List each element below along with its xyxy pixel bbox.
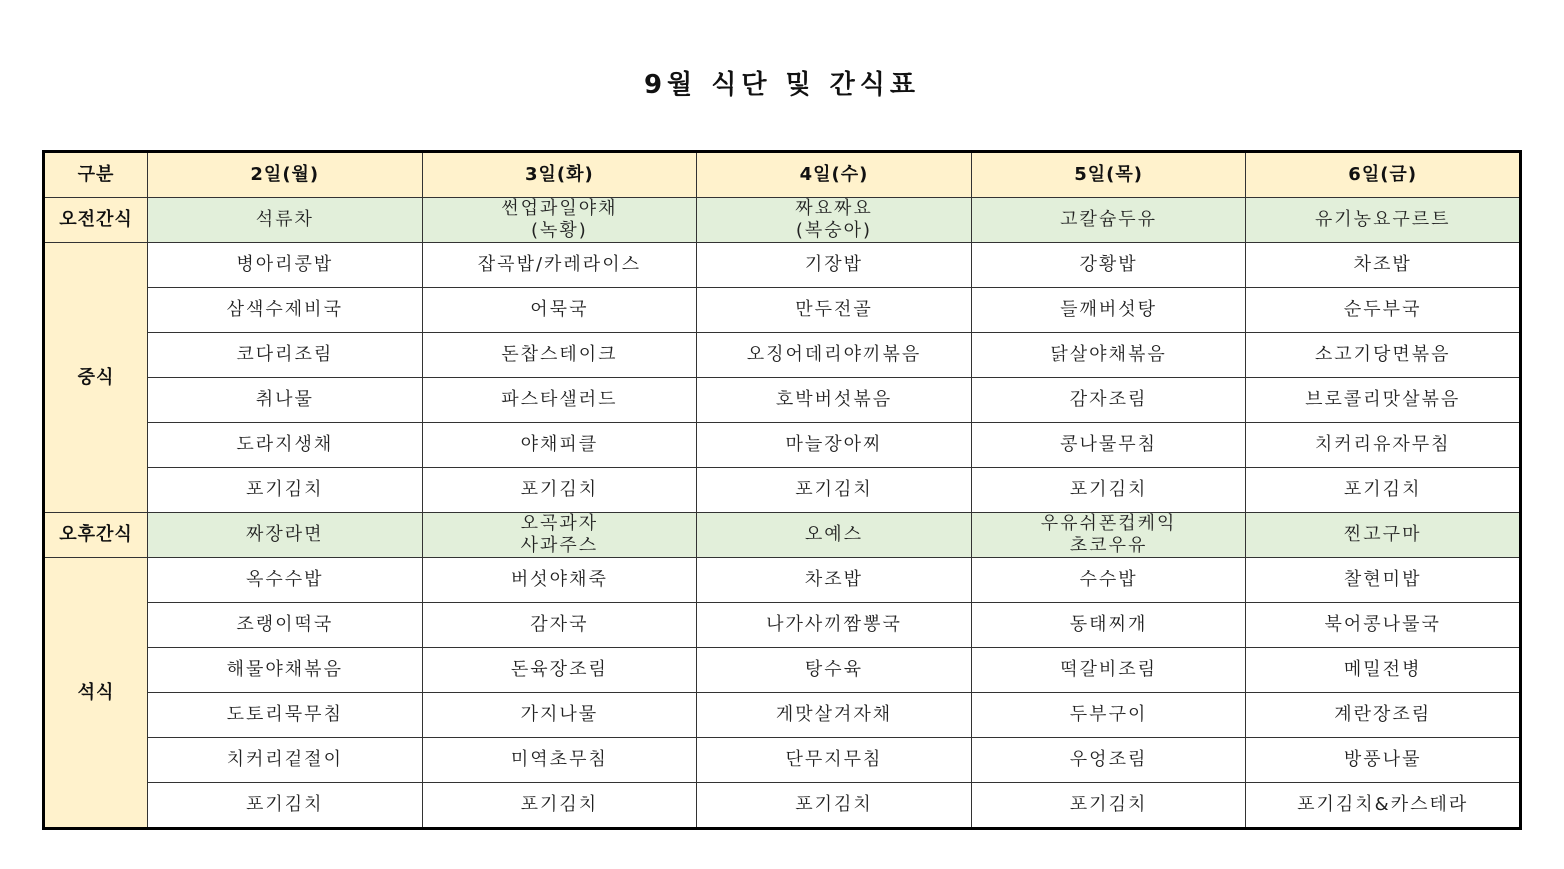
menu-cell (697, 243, 972, 288)
menu-cell (148, 693, 423, 738)
lunch-row (44, 423, 1521, 468)
menu-cell (148, 603, 423, 648)
menu-cell (148, 378, 423, 423)
menu-cell (971, 288, 1246, 333)
cell-text: 포기김치 (520, 479, 599, 500)
cell-text: 치커리유자무침 (1314, 434, 1451, 455)
header-day: 6일(금) (1246, 152, 1521, 198)
cell-text: 오전간식 (59, 209, 133, 230)
cell-text: (복숭아) (795, 220, 873, 241)
menu-cell (148, 513, 423, 558)
cell-text: 돈육장조림 (510, 659, 608, 680)
cell-text: 수수밥 (1079, 569, 1138, 590)
menu-cell (697, 423, 972, 468)
menu-cell (697, 378, 972, 423)
menu-cell (697, 558, 972, 603)
menu-cell (422, 288, 697, 333)
cell-text: 치커리겉절이 (226, 749, 343, 770)
header-day: 4일(수) (697, 152, 972, 198)
menu-table (42, 150, 1522, 830)
menu-cell (148, 333, 423, 378)
menu-cell (1246, 243, 1521, 288)
menu-cell (422, 783, 697, 829)
cell-text: 차조밥 (804, 569, 864, 590)
menu-cell (971, 468, 1246, 513)
cell-text: 도라지생채 (236, 434, 334, 455)
menu-cell (1246, 378, 1521, 423)
cell-text: 중식 (77, 366, 115, 388)
cell-text: 닭살야채볶음 (1050, 344, 1167, 365)
dinner-row (44, 648, 1521, 693)
cell-text: 포기김치 (795, 794, 873, 815)
cell-text: 호박버섯볶음 (775, 389, 893, 410)
cell-text: 오예스 (804, 524, 864, 545)
menu-cell (148, 738, 423, 783)
menu-cell (422, 693, 697, 738)
cell-text: 동태찌개 (1069, 614, 1148, 635)
cell-text: 강황밥 (1079, 254, 1138, 275)
cell-text: 소고기당면볶음 (1314, 344, 1451, 365)
menu-cell (971, 558, 1246, 603)
menu-cell (148, 243, 423, 288)
menu-cell (971, 603, 1246, 648)
cell-text: 감자조림 (1069, 389, 1148, 410)
cell-text: 유기농요구르트 (1314, 209, 1451, 230)
cell-text: 취나물 (255, 389, 314, 410)
category-label (44, 558, 148, 829)
menu-cell (697, 198, 972, 243)
cell-text: 삼색수제비국 (226, 299, 343, 320)
cell-text: 콩나물무침 (1060, 434, 1158, 455)
cell-text: 포기김치 (1343, 479, 1422, 500)
cell-text: 오곡과자 (520, 513, 599, 534)
cell-text: 해물야채볶음 (226, 659, 343, 680)
menu-cell (422, 468, 697, 513)
menu-cell (1246, 648, 1521, 693)
menu-cell (422, 198, 697, 243)
cell-text: 포기김치 (1069, 479, 1148, 500)
cell-text: 브로콜리맛살볶음 (1305, 389, 1461, 410)
menu-cell (971, 378, 1246, 423)
dinner-row (44, 693, 1521, 738)
menu-cell (971, 198, 1246, 243)
cell-text: 짜요짜요 (795, 198, 873, 219)
menu-cell (1246, 603, 1521, 648)
cell-text: 찰현미밥 (1343, 569, 1422, 590)
cell-text: 코다리조림 (236, 344, 334, 365)
lunch-row (44, 288, 1521, 333)
cell-text: (녹황) (530, 220, 588, 241)
cell-text: 오징어데리야끼볶음 (746, 344, 922, 365)
lunch-row (44, 468, 1521, 513)
menu-cell (971, 423, 1246, 468)
category-label (44, 198, 148, 243)
menu-cell (697, 513, 972, 558)
cell-text: 포기김치 (520, 794, 599, 815)
cell-text: 두부구이 (1069, 704, 1148, 725)
cell-text: 포기김치&카스테라 (1297, 794, 1469, 815)
menu-cell (697, 738, 972, 783)
cell-text: 게맛살겨자채 (775, 704, 893, 725)
menu-cell (1246, 198, 1521, 243)
menu-cell (422, 378, 697, 423)
lunch-row (44, 243, 1521, 288)
menu-cell (422, 738, 697, 783)
cell-text: 잡곡밥/카레라이스 (477, 254, 641, 275)
menu-cell (697, 603, 972, 648)
menu-cell (697, 783, 972, 829)
cell-text: 포기김치 (246, 794, 324, 815)
header-day: 5일(목) (971, 152, 1246, 198)
menu-cell (148, 648, 423, 693)
cell-text: 방풍나물 (1343, 749, 1422, 770)
menu-cell (422, 558, 697, 603)
cell-text: 병아리콩밥 (236, 254, 334, 275)
cell-text: 오후간식 (59, 524, 133, 545)
cell-text: 미역초무침 (510, 749, 608, 770)
menu-cell (422, 243, 697, 288)
cell-text: 가지나물 (520, 704, 599, 725)
cell-text: 고칼슘두유 (1060, 209, 1158, 230)
cell-text: 떡갈비조림 (1060, 659, 1158, 680)
menu-cell (971, 693, 1246, 738)
cell-text: 썬업과일야채 (501, 198, 618, 219)
menu-cell (422, 333, 697, 378)
menu-cell (1246, 333, 1521, 378)
menu-cell (1246, 558, 1521, 603)
menu-cell (1246, 288, 1521, 333)
cell-text: 들깨버섯탕 (1060, 299, 1158, 320)
menu-cell (971, 783, 1246, 829)
cell-text: 메밀전병 (1343, 659, 1422, 680)
cell-text: 찐고구마 (1343, 524, 1422, 545)
morning-snack-row (44, 198, 1521, 243)
menu-cell (697, 333, 972, 378)
dinner-row (44, 738, 1521, 783)
cell-text: 옥수수밥 (246, 569, 324, 590)
cell-text: 어묵국 (530, 299, 589, 320)
cell-text: 초코우유 (1069, 535, 1148, 556)
category-label (44, 513, 148, 558)
dinner-row (44, 558, 1521, 603)
cell-text: 조랭이떡국 (236, 614, 334, 635)
cell-text: 우유쉬폰컵케익 (1040, 513, 1177, 534)
header-category: 구분 (44, 152, 148, 198)
menu-cell (1246, 693, 1521, 738)
menu-cell (1246, 468, 1521, 513)
cell-text: 단무지무침 (785, 749, 883, 770)
menu-cell (148, 198, 423, 243)
cell-text: 만두전골 (795, 299, 873, 320)
cell-text: 포기김치 (1069, 794, 1148, 815)
cell-text: 탕수육 (804, 659, 864, 680)
header-row (44, 152, 1521, 198)
cell-text: 버섯야채죽 (510, 569, 608, 590)
menu-cell (697, 468, 972, 513)
menu-cell (148, 423, 423, 468)
header-day: 2일(월) (148, 152, 423, 198)
menu-cell (971, 513, 1246, 558)
menu-cell (422, 423, 697, 468)
cell-text: 북어콩나물국 (1324, 614, 1441, 635)
cell-text: 차조밥 (1353, 254, 1412, 275)
page-title: 9월 식단 및 간식표 (643, 70, 921, 100)
menu-cell (1246, 513, 1521, 558)
cell-text: 순두부국 (1343, 299, 1422, 320)
cell-text: 마늘장아찌 (785, 434, 883, 455)
menu-cell (971, 738, 1246, 783)
menu-cell (971, 333, 1246, 378)
afternoon-snack-row (44, 513, 1521, 558)
cell-text: 기장밥 (804, 254, 864, 275)
menu-cell (697, 693, 972, 738)
cell-text: 포기김치 (246, 479, 324, 500)
cell-text: 우엉조림 (1069, 749, 1148, 770)
cell-text: 도토리묵무침 (226, 704, 343, 725)
menu-cell (971, 243, 1246, 288)
cell-text: 포기김치 (795, 479, 873, 500)
menu-cell (422, 603, 697, 648)
cell-text: 나가사끼짬뽕국 (766, 614, 902, 635)
menu-cell (422, 648, 697, 693)
category-label (44, 243, 148, 513)
menu-cell (422, 513, 697, 558)
dinner-row (44, 783, 1521, 829)
menu-cell (148, 468, 423, 513)
cell-text: 사과주스 (520, 535, 599, 556)
cell-text: 석식 (77, 681, 115, 703)
menu-cell (971, 648, 1246, 693)
menu-cell (697, 288, 972, 333)
cell-text: 돈찹스테이크 (501, 344, 618, 365)
menu-cell (697, 648, 972, 693)
header-day: 3일(화) (422, 152, 697, 198)
lunch-row (44, 378, 1521, 423)
menu-cell (1246, 738, 1521, 783)
cell-text: 파스타샐러드 (501, 389, 618, 410)
cell-text: 계란장조림 (1334, 704, 1432, 725)
menu-cell (148, 783, 423, 829)
cell-text: 감자국 (530, 614, 589, 635)
menu-cell (1246, 783, 1521, 829)
cell-text: 짜장라면 (246, 524, 324, 545)
menu-cell (1246, 423, 1521, 468)
cell-text: 석류차 (255, 209, 314, 230)
menu-cell (148, 288, 423, 333)
menu-cell (148, 558, 423, 603)
dinner-row (44, 603, 1521, 648)
lunch-row (44, 333, 1521, 378)
cell-text: 야채피클 (520, 434, 599, 455)
